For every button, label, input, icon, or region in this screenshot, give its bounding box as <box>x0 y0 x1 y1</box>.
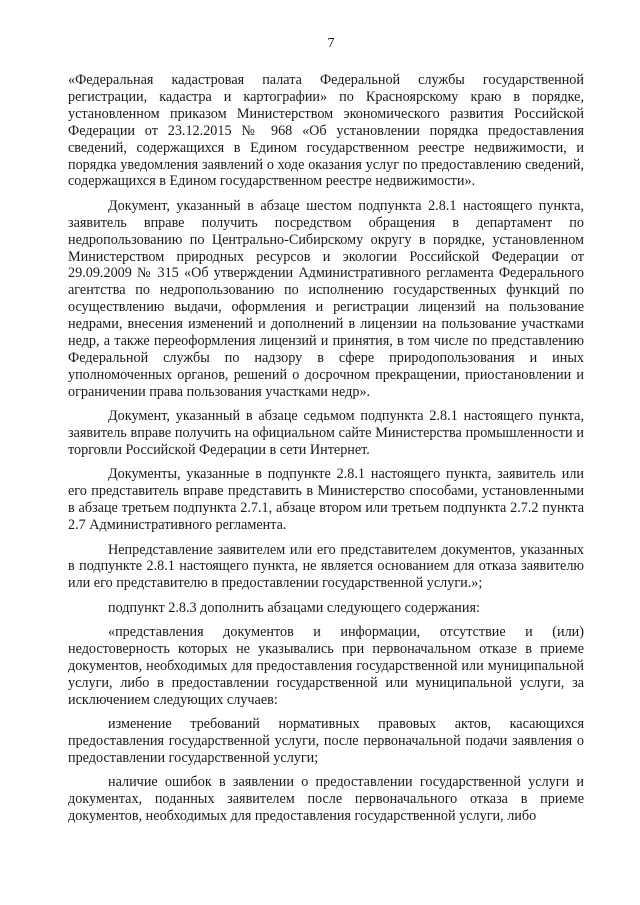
paragraph-3: Документ, указанный в абзаце седьмом подпункта 2.8.1 настоящего пункта, заявитель вправе получить на официальном сайте Министерства промышленности и торговли Российской Федерации в сети Интернет. <box>68 408 584 459</box>
paragraph-5: Непредставление заявителем или его представителем документов, указанных в подпункте 2.8.1 настоящего пункта, не является основанием для отказа заявителю или его представителю в предоставлении государственной услуги.»; <box>68 541 584 592</box>
page-number: 7 <box>327 36 335 51</box>
paragraph-2: Документ, указанный в абзаце шестом подпункта 2.8.1 настоящего пункта, заявитель вправе получить посредством обращения в департамент по недропользованию по Центрально-Сибирскому округу в порядке, установленном Министерством природных ресурсов и экологии Российской Федерации от 29.09.2009 № 315 «Об утверждении Административного регламента Федерального агентства по недропользованию по исполнению государственных функций по осуществлению выдачи, оформления и регистрации лицензий на пользование недрами, внесения изменений и дополнений в лицензии на пользование участками недр, а также переоформления лицензий и принятия, в том числе по представлению Федеральной службы по надзору в сфере природопользования и иных уполномоченных органов, решений о досрочном прекращении, приостановлении и ограничении права пользования участками недр». <box>68 197 584 400</box>
paragraph-4: Документы, указанные в подпункте 2.8.1 настоящего пункта, заявитель или его представитель вправе представить в Министерство способами, установленными в абзаце третьем подпункта 2.7.1, абзаце втором или третьем подпункта 2.7.2 пункта 2.7 Административного регламента. <box>68 466 584 534</box>
paragraph-9: наличие ошибок в заявлении о предоставлении государственной услуги и документах, поданных заявителем после первоначального отказа в приеме документов, необходимых для предоставления государственной услуги, либо <box>68 774 584 825</box>
paragraph-7: «представления документов и информации, отсутствие и (или) недостоверность которых не указывались при первоначальном отказе в приеме документов, необходимых для предоставления государственной или муниципальной услуги, либо в предоставлении государственной или муниципальной услуги, за исключением следующих случаев: <box>68 624 584 708</box>
paragraph-8: изменение требований нормативных правовых актов, касающихся предоставления государственной услуги, после первоначальной подачи заявления о предоставлении государственной услуги; <box>68 716 584 767</box>
paragraph-6: подпункт 2.8.3 дополнить абзацами следующего содержания: <box>108 599 480 616</box>
paragraph-1: «Федеральная кадастровая палата Федеральной службы государственной регистрации, кадастра и картографии» по Красноярскому краю в порядке, установленном приказом Министерством экономического развития Российской Федерации от 23.12.2015 № 968 «Об установлении порядка предоставления сведений, содержащихся в Едином государственном реестре недвижимости, и порядка уведомления заявлений о ходе оказания услуг по предоставлению сведений, содержащихся в Едином государственном реестре недвижимости». <box>68 72 584 190</box>
